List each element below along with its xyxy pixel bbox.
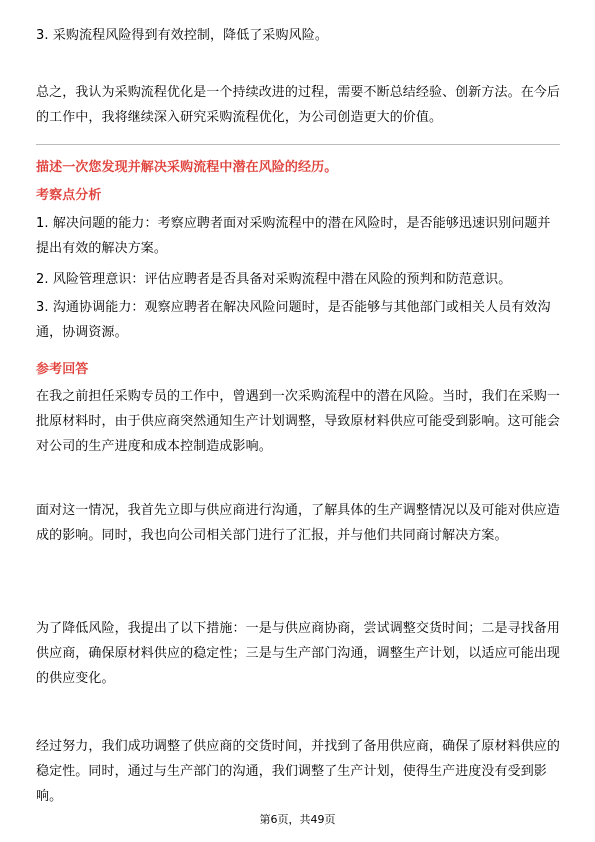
section-divider: [36, 144, 560, 145]
question-title: 描述一次您发现并解决采购流程中潜在风险的经历。: [36, 160, 338, 175]
page-number: 第6页，共49页: [259, 813, 336, 826]
analysis-point-1: 1. 解决问题的能力：考察应聘者面对采购流程中的潜在风险时，是否能够迅速识别问题并提出有效的解决方案。: [36, 216, 551, 256]
analysis-point-3: 3. 沟通协调能力：观察应聘者在解决风险问题时，是否能够与其他部门或相关人员有效沟通，协调资源。: [36, 300, 551, 340]
answer-paragraph-4: 经过努力，我们成功调整了供应商的交货时间，并找到了备用供应商，确保了原材料供应的稳定性。同时，通过与生产部门的沟通，我们调整了生产计划，使得生产进度没有受到影响。: [36, 739, 561, 804]
intro-summary: 总之，我认为采购流程优化是一个持续改进的过程，需要不断总结经验、创新方法。在今后的工作中，我将继续深入研究采购流程优化，为公司创造更大的价值。: [36, 85, 561, 125]
answer-heading: 参考回答: [36, 362, 89, 377]
intro-item-3: 3. 采购流程风险得到有效控制，降低了采购风险。: [36, 28, 328, 43]
answer-paragraph-1: 在我之前担任采购专员的工作中，曾遇到一次采购流程中的潜在风险。当时，我们在采购一批原材料时，由于供应商突然通知生产计划调整，导致原材料供应可能受到影响。这可能会对公司的生产进度和成本控制造成影响。: [36, 389, 561, 454]
analysis-heading: 考察点分析: [36, 188, 102, 203]
answer-paragraph-2: 面对这一情况，我首先立即与供应商进行沟通，了解具体的生产调整情况以及可能对供应造成的影响。同时，我也向公司相关部门进行了汇报，并与他们共同商讨解决方案。: [36, 503, 561, 543]
answer-paragraph-3: 为了降低风险，我提出了以下措施：一是与供应商协商，尝试调整交货时间；二是寻找备用供应商，确保原材料供应的稳定性；三是与生产部门沟通，调整生产计划，以适应可能出现的供应变化。: [36, 621, 561, 686]
analysis-point-2: 2. 风险管理意识：评估应聘者是否具备对采购流程中潜在风险的预判和防范意识。: [36, 272, 512, 287]
